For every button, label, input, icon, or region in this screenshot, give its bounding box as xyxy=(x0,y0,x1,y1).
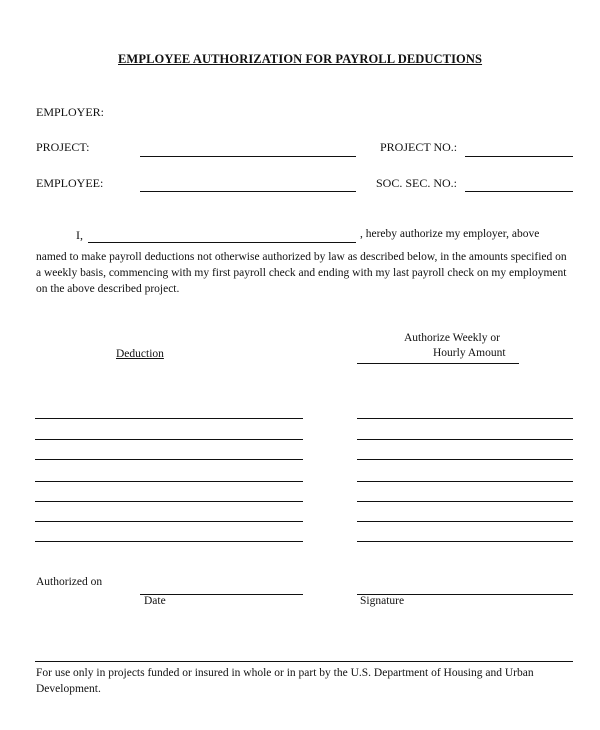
authorization-paragraph: named to make payroll deductions not otherwise authorized by law as described below, in the amounts specified on a weekly basis, commencing with my first payroll check and ending with my last payroll check on my employment on the above described project. xyxy=(36,251,567,295)
project-label: PROJECT: xyxy=(36,140,90,154)
deduction-line[interactable] xyxy=(35,418,303,419)
deduction-line[interactable] xyxy=(35,501,303,502)
deduction-line[interactable] xyxy=(35,459,303,460)
authorized-on-label: Authorized on xyxy=(36,576,103,588)
amount-line[interactable] xyxy=(357,541,573,542)
amount-line[interactable] xyxy=(357,521,573,522)
deduction-line[interactable] xyxy=(35,481,303,482)
form-title: EMPLOYEE AUTHORIZATION FOR PAYROLL DEDUCTIONS xyxy=(118,52,483,66)
date-label: Date xyxy=(144,595,166,607)
amount-line[interactable] xyxy=(357,418,573,419)
employee-name-field[interactable] xyxy=(88,242,356,243)
soc-sec-label: SOC. SEC. NO.: xyxy=(376,176,458,190)
footer-divider xyxy=(35,661,573,662)
amount-line[interactable] xyxy=(357,481,573,482)
project-field[interactable] xyxy=(140,156,356,157)
soc-sec-field[interactable] xyxy=(465,191,573,192)
auth-suffix: , hereby authorize my employer, above xyxy=(360,228,540,240)
footer-note: For use only in projects funded or insured in whole or in part by the U.S. Department of Housing and Urban Development. xyxy=(36,667,534,695)
deduction-line[interactable] xyxy=(35,439,303,440)
employee-field[interactable] xyxy=(140,191,356,192)
project-no-field[interactable] xyxy=(465,156,573,157)
project-no-label: PROJECT NO.: xyxy=(380,140,458,154)
signature-label: Signature xyxy=(360,595,405,607)
auth-prefix: I, xyxy=(76,228,83,242)
amount-header-rule xyxy=(357,363,519,364)
amount-header-line2: Hourly Amount xyxy=(433,347,506,359)
deduction-line[interactable] xyxy=(35,521,303,522)
amount-line[interactable] xyxy=(357,501,573,502)
amount-line[interactable] xyxy=(357,439,573,440)
employer-label: EMPLOYER: xyxy=(36,105,105,119)
deduction-header: Deduction xyxy=(116,348,164,360)
deduction-line[interactable] xyxy=(35,541,303,542)
employee-label: EMPLOYEE: xyxy=(36,176,104,190)
amount-header-line1: Authorize Weekly or xyxy=(404,332,500,344)
amount-line[interactable] xyxy=(357,459,573,460)
